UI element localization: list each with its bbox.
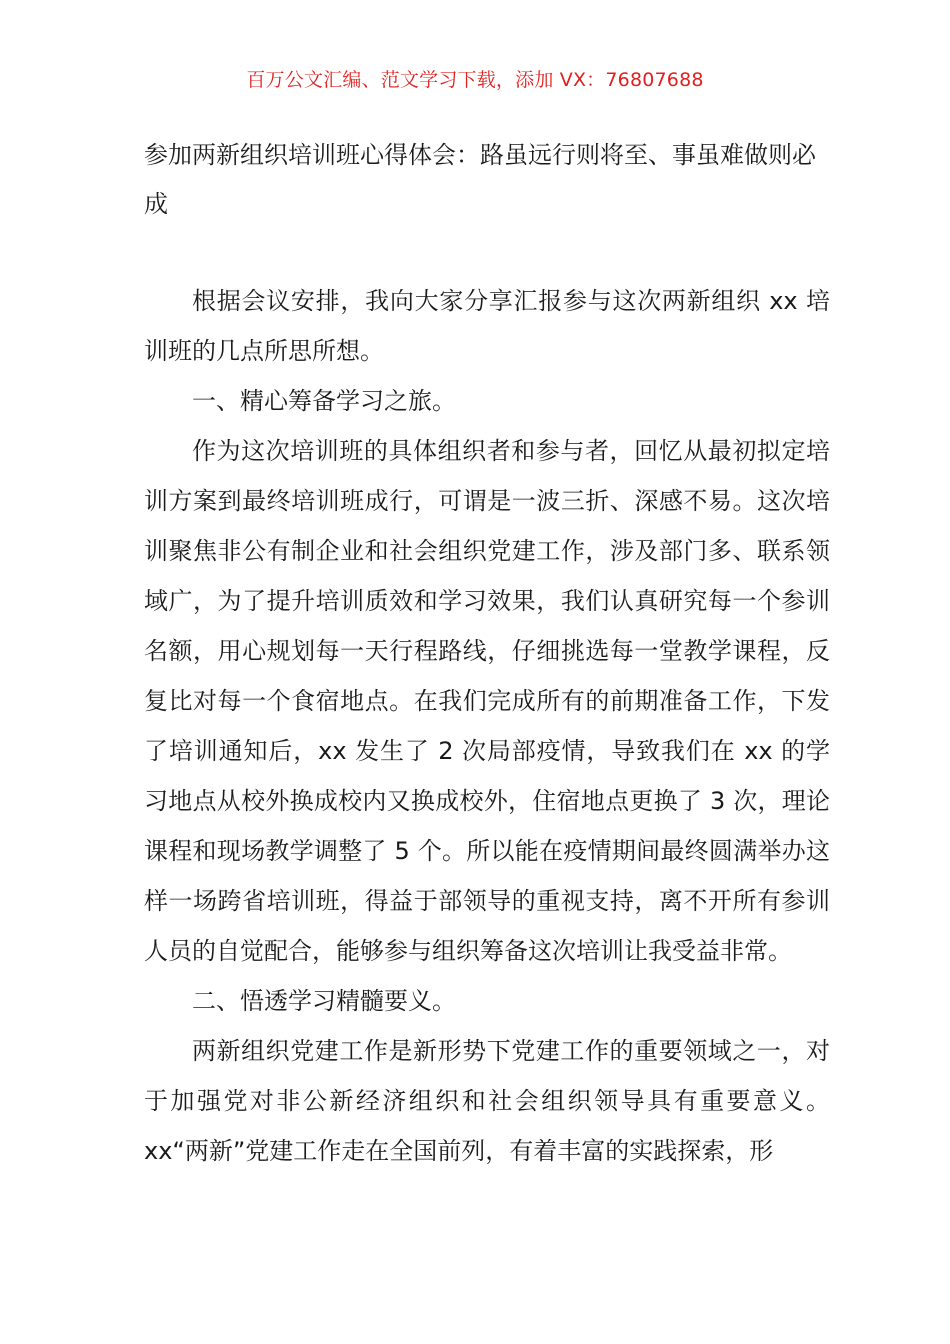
- document-title: 参加两新组织培训班心得体会：路虽远行则将至、事虽难做则必成: [144, 141, 816, 218]
- header-banner: 百万公文汇编、范文学习下载，添加 VX：76807688: [246, 69, 704, 91]
- document-body: [144, 276, 830, 1176]
- section-heading-2: 二、悟透学习精髓要义。: [192, 987, 456, 1015]
- paragraph-section-1: 作为这次培训班的具体组织者和参与者，回忆从最初拟定培训方案到最终培训班成行，可谓是一波三折、深感不易。这次培训聚焦非公有制企业和社会组织党建工作，涉及部门多、联系领域广，为了提升培训质效和学习效果，我们认真研究每一个参训名额，用心规划每一天行程路线，仔细挑选每一堂教学课程，反复比对每一个食宿地点。在我们完成所有的前期准备工作，下发了培训通知后，xx 发生了 2 次局部疫情，导致我们在 xx 的学习地点从校外换成校内又换成校外，住宿地点更换了 3 次，理论课程和现场教学调整了 5 个。所以能在疫情期间最终圆满举办这样一场跨省培训班，得益于部领导的重视支持，离不开所有参训人员的自觉配合，能够参与组织筹备这次培训让我受益非常。: [144, 437, 830, 965]
- section-heading-1: 一、精心筹备学习之旅。: [192, 387, 456, 415]
- paragraph-intro: 根据会议安排，我向大家分享汇报参与这次两新组织 xx 培训班的几点所思所想。: [144, 287, 830, 365]
- paragraph-section-2: 两新组织党建工作是新形势下党建工作的重要领域之一，对于加强党对非公新经济组织和社会组织领导具有重要意义。xx“两新”党建工作走在全国前列，有着丰富的实践探索，形: [144, 1037, 830, 1165]
